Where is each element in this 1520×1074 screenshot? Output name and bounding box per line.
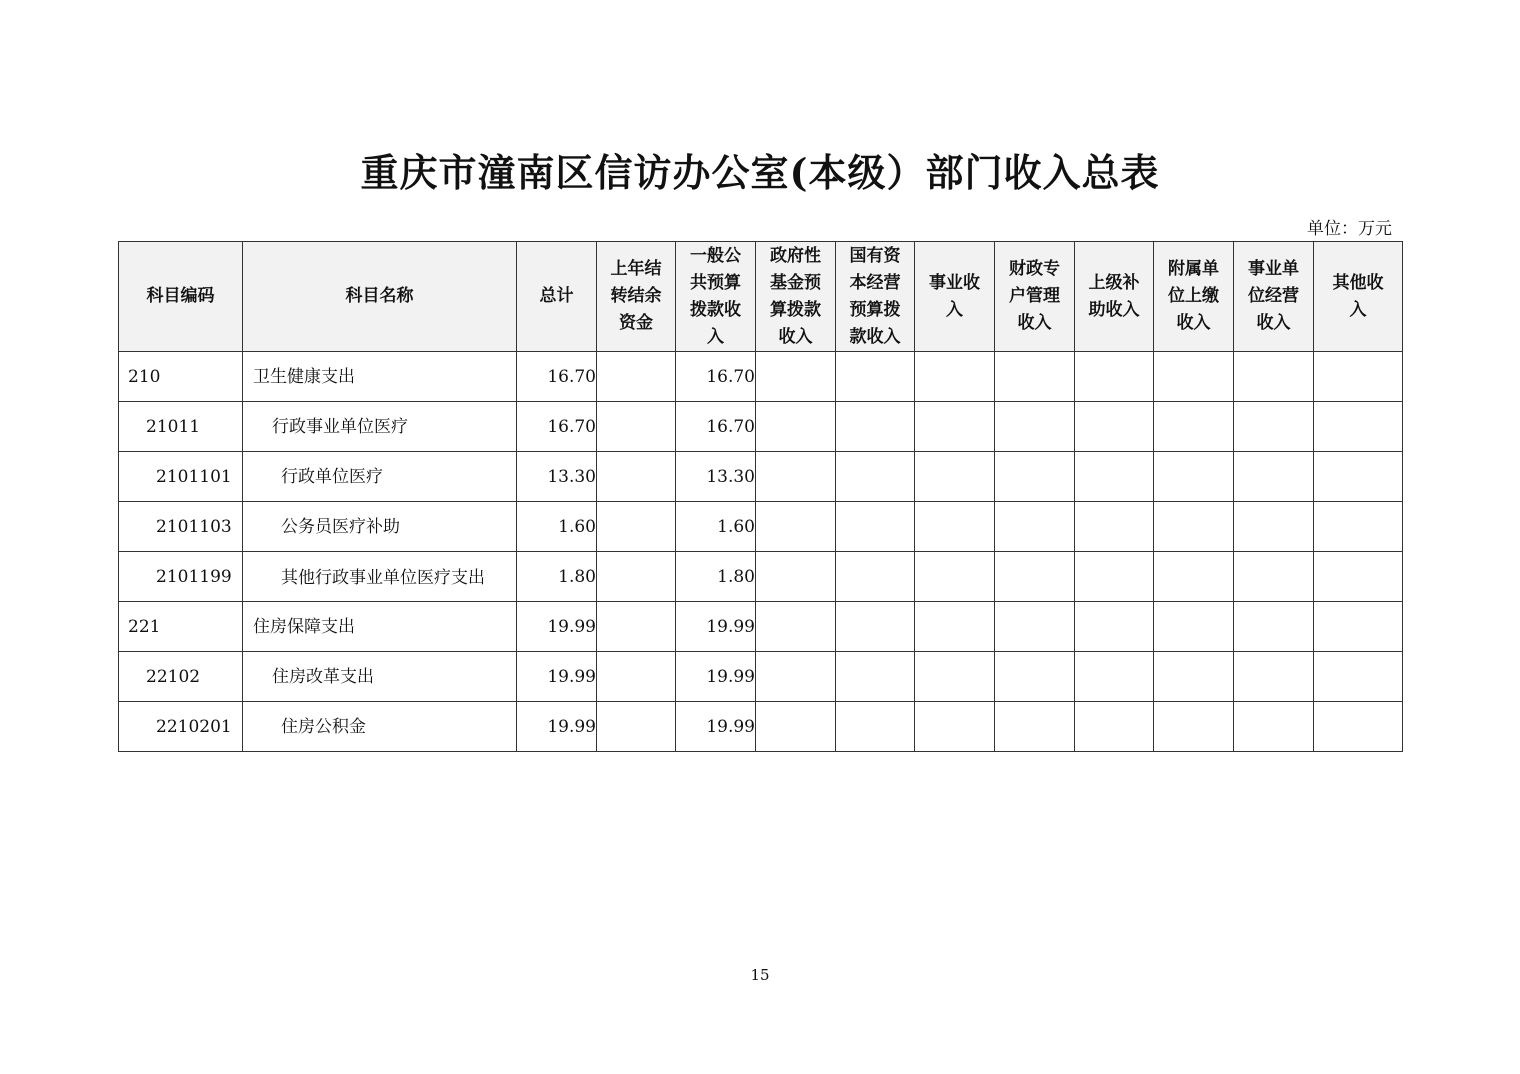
header-other — [1314, 242, 1403, 352]
row-business — [915, 402, 995, 452]
row-gov-fund — [756, 452, 836, 502]
row-gov-fund — [756, 602, 836, 652]
row-special-account — [995, 502, 1075, 552]
row-business — [915, 602, 995, 652]
row-subordinate — [1154, 502, 1234, 552]
row-general-budget: 16.70 — [676, 402, 756, 452]
header-subordinate-label: 附属单位上缴收入 — [1168, 259, 1219, 333]
row-superior-subsidy — [1075, 602, 1154, 652]
header-general-budget — [676, 242, 756, 352]
row-total: 1.60 — [517, 502, 597, 552]
row-other — [1314, 502, 1403, 552]
row-carryover — [597, 502, 676, 552]
header-state-capital-label: 国有资本经营预算拨款收入 — [849, 245, 901, 347]
row-superior-subsidy — [1075, 702, 1154, 752]
table-row — [119, 352, 1403, 402]
header-general-budget-label: 一般公共预算拨款收入 — [690, 245, 741, 347]
unit-label: 单位：万元 — [1307, 219, 1392, 239]
row-operating — [1234, 352, 1314, 402]
row-gov-fund — [756, 402, 836, 452]
header-subject-code-label: 科目编码 — [146, 286, 215, 306]
row-name: 住房公积金 — [243, 702, 517, 752]
row-carryover — [597, 652, 676, 702]
row-business — [915, 502, 995, 552]
header-total — [517, 242, 597, 352]
row-carryover — [597, 702, 676, 752]
table-row — [119, 652, 1403, 702]
table-row — [119, 552, 1403, 602]
row-state-capital — [836, 702, 915, 752]
row-name: 住房保障支出 — [243, 602, 517, 652]
row-business — [915, 552, 995, 602]
header-other-label: 其他收入 — [1332, 272, 1384, 320]
row-total: 13.30 — [517, 452, 597, 502]
table-body — [119, 352, 1403, 752]
row-state-capital — [836, 602, 915, 652]
table-row — [119, 452, 1403, 502]
row-subordinate — [1154, 452, 1234, 502]
row-operating — [1234, 452, 1314, 502]
header-special-account-label: 财政专户管理收入 — [1009, 259, 1060, 333]
header-operating-label: 事业单位经营收入 — [1248, 259, 1299, 333]
row-general-budget: 13.30 — [676, 452, 756, 502]
row-code: 2101199 — [119, 552, 243, 602]
row-superior-subsidy — [1075, 352, 1154, 402]
row-code: 2101103 — [119, 502, 243, 552]
page-number: 15 — [750, 966, 770, 984]
row-state-capital — [836, 352, 915, 402]
row-other — [1314, 552, 1403, 602]
row-general-budget: 1.60 — [676, 502, 756, 552]
row-subordinate — [1154, 652, 1234, 702]
row-general-budget: 19.99 — [676, 702, 756, 752]
row-code: 210 — [119, 352, 243, 402]
row-state-capital — [836, 502, 915, 552]
header-subject-name — [243, 242, 517, 352]
row-superior-subsidy — [1075, 452, 1154, 502]
header-row — [119, 242, 1403, 352]
row-total: 16.70 — [517, 352, 597, 402]
row-code: 2101101 — [119, 452, 243, 502]
row-state-capital — [836, 402, 915, 452]
row-total: 19.99 — [517, 602, 597, 652]
row-operating — [1234, 502, 1314, 552]
row-operating — [1234, 402, 1314, 452]
row-operating — [1234, 652, 1314, 702]
row-state-capital — [836, 452, 915, 502]
row-carryover — [597, 452, 676, 502]
header-business-income — [915, 242, 995, 352]
row-total: 19.99 — [517, 702, 597, 752]
row-subordinate — [1154, 702, 1234, 752]
income-summary-table — [118, 241, 1403, 752]
header-carryover-label: 上年结转结余资金 — [610, 259, 662, 333]
row-gov-fund — [756, 502, 836, 552]
row-general-budget: 19.99 — [676, 602, 756, 652]
row-special-account — [995, 552, 1075, 602]
row-superior-subsidy — [1075, 552, 1154, 602]
header-total-label: 总计 — [539, 286, 574, 306]
row-name: 卫生健康支出 — [243, 352, 517, 402]
row-operating — [1234, 552, 1314, 602]
row-state-capital — [836, 552, 915, 602]
row-subordinate — [1154, 602, 1234, 652]
header-subject-name-label: 科目名称 — [345, 286, 414, 306]
row-special-account — [995, 352, 1075, 402]
row-carryover — [597, 552, 676, 602]
row-total: 1.80 — [517, 552, 597, 602]
table-row — [119, 402, 1403, 452]
row-other — [1314, 702, 1403, 752]
page-title: 重庆市潼南区信访办公室(本级）部门收入总表 — [360, 150, 1160, 195]
row-business — [915, 652, 995, 702]
header-superior-subsidy-label: 上级补助收入 — [1088, 272, 1140, 320]
row-superior-subsidy — [1075, 652, 1154, 702]
row-subordinate — [1154, 402, 1234, 452]
row-subordinate — [1154, 352, 1234, 402]
row-name: 行政事业单位医疗 — [243, 402, 517, 452]
row-gov-fund — [756, 652, 836, 702]
row-code: 221 — [119, 602, 243, 652]
row-special-account — [995, 652, 1075, 702]
row-name: 公务员医疗补助 — [243, 502, 517, 552]
header-superior-subsidy — [1075, 242, 1154, 352]
row-special-account — [995, 452, 1075, 502]
row-business — [915, 702, 995, 752]
row-general-budget: 16.70 — [676, 352, 756, 402]
header-subordinate — [1154, 242, 1234, 352]
table-row — [119, 602, 1403, 652]
header-state-capital — [836, 242, 915, 352]
header-gov-fund — [756, 242, 836, 352]
row-state-capital — [836, 652, 915, 702]
table-header — [119, 242, 1403, 352]
header-carryover — [597, 242, 676, 352]
header-business-income-label: 事业收入 — [929, 272, 980, 320]
row-operating — [1234, 702, 1314, 752]
row-carryover — [597, 602, 676, 652]
row-gov-fund — [756, 352, 836, 402]
header-special-account — [995, 242, 1075, 352]
row-other — [1314, 602, 1403, 652]
row-business — [915, 352, 995, 402]
row-carryover — [597, 352, 676, 402]
row-special-account — [995, 402, 1075, 452]
row-carryover — [597, 402, 676, 452]
row-code: 21011 — [119, 402, 243, 452]
row-superior-subsidy — [1075, 502, 1154, 552]
row-superior-subsidy — [1075, 402, 1154, 452]
row-total: 19.99 — [517, 652, 597, 702]
row-special-account — [995, 602, 1075, 652]
row-special-account — [995, 702, 1075, 752]
table-row — [119, 702, 1403, 752]
row-gov-fund — [756, 702, 836, 752]
row-name: 住房改革支出 — [243, 652, 517, 702]
header-operating — [1234, 242, 1314, 352]
row-other — [1314, 402, 1403, 452]
row-total: 16.70 — [517, 402, 597, 452]
row-other — [1314, 652, 1403, 702]
row-code: 22102 — [119, 652, 243, 702]
row-gov-fund — [756, 552, 836, 602]
row-name: 其他行政事业单位医疗支出 — [243, 552, 517, 602]
row-general-budget: 1.80 — [676, 552, 756, 602]
row-other — [1314, 352, 1403, 402]
row-business — [915, 452, 995, 502]
row-operating — [1234, 602, 1314, 652]
row-subordinate — [1154, 552, 1234, 602]
row-code: 2210201 — [119, 702, 243, 752]
table-row — [119, 502, 1403, 552]
header-gov-fund-label: 政府性基金预算拨款收入 — [770, 245, 821, 347]
row-other — [1314, 452, 1403, 502]
header-subject-code — [119, 242, 243, 352]
row-name: 行政单位医疗 — [243, 452, 517, 502]
row-general-budget: 19.99 — [676, 652, 756, 702]
